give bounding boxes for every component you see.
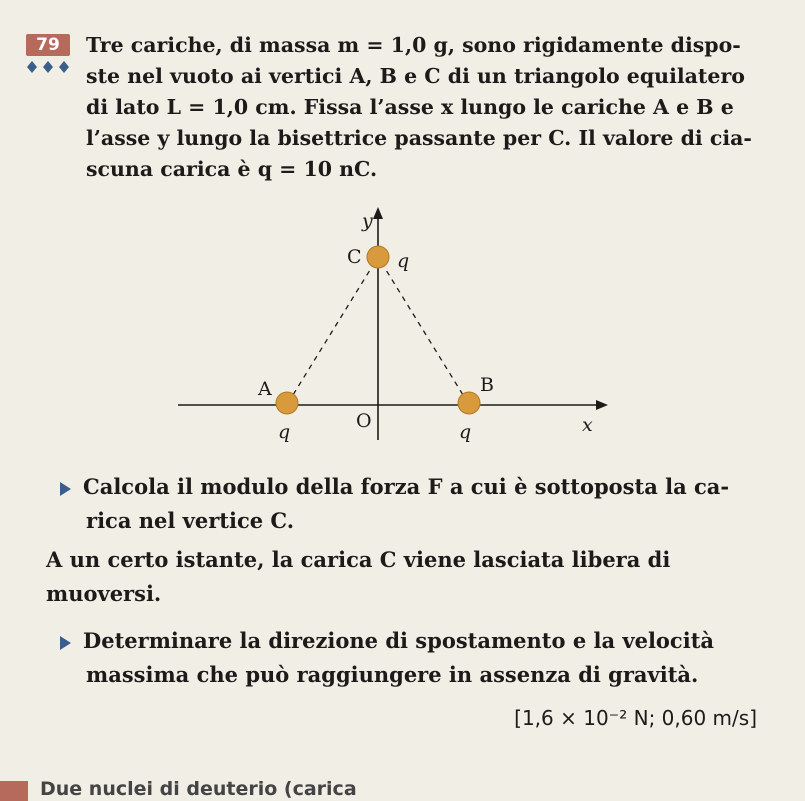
- label-charge-c: q: [397, 250, 410, 272]
- answer-key: [1,6 × 10⁻² N; 0,60 m/s]: [514, 706, 757, 730]
- problem-line: l’asse y lungo la bisettrice passante per C. Il valore di cia-: [86, 126, 752, 150]
- problem-number-badge: [26, 34, 70, 56]
- problem-number: 79: [36, 35, 60, 55]
- charge-a: [276, 392, 298, 414]
- diamond-icon: [26, 60, 70, 74]
- question-1: [60, 470, 760, 538]
- triangle-diagram: [150, 195, 620, 470]
- next-problem-text: Due nuclei di deuterio (carica: [40, 778, 357, 800]
- bullet-arrow-icon: [60, 482, 71, 496]
- charge-c: [367, 246, 389, 268]
- statement-line2: muoversi.: [46, 581, 162, 606]
- next-problem-strip: [0, 778, 805, 801]
- problem-line: di lato L = 1,0 cm. Fissa l’asse x lungo le cariche A e B e: [86, 95, 734, 119]
- label-a: A: [258, 378, 272, 400]
- problem-text: [86, 30, 776, 185]
- q1-line1: Calcola il modulo della forza F a cui è sottoposta la ca-: [83, 474, 730, 499]
- bullet-arrow-icon: [60, 636, 71, 650]
- statement-line1: A un certo istante, la carica C viene lasciata libera di: [46, 547, 671, 572]
- label-c: C: [347, 246, 362, 268]
- problem-line: scuna carica è q = 10 nC.: [86, 157, 378, 181]
- q2-line2: massima che può raggiungere in assenza di gravità.: [86, 662, 699, 687]
- label-charge-b: q: [459, 421, 472, 443]
- problem-line: Tre cariche, di massa m = 1,0 g, sono rigidamente dispo-: [86, 33, 741, 57]
- charge-b: [458, 392, 480, 414]
- problem-line: ste nel vuoto ai vertici A, B e C di un triangolo equilatero: [86, 64, 745, 88]
- y-axis-arrow-icon: [373, 207, 383, 219]
- next-problem-badge: [0, 781, 28, 801]
- question-2: [60, 624, 760, 692]
- side-bc: [378, 257, 468, 403]
- x-axis-arrow-icon: [596, 400, 608, 410]
- q2-line1: Determinare la direzione di spostamento e la velocità: [83, 628, 715, 653]
- q1-line2: rica nel vertice C.: [86, 508, 295, 533]
- label-b: B: [480, 374, 494, 396]
- x-axis-label: x: [582, 414, 593, 436]
- y-axis-label: y: [362, 210, 373, 232]
- label-charge-a: q: [278, 421, 291, 443]
- statement: [46, 543, 761, 611]
- side-ac: [288, 257, 378, 403]
- label-origin: O: [356, 410, 372, 432]
